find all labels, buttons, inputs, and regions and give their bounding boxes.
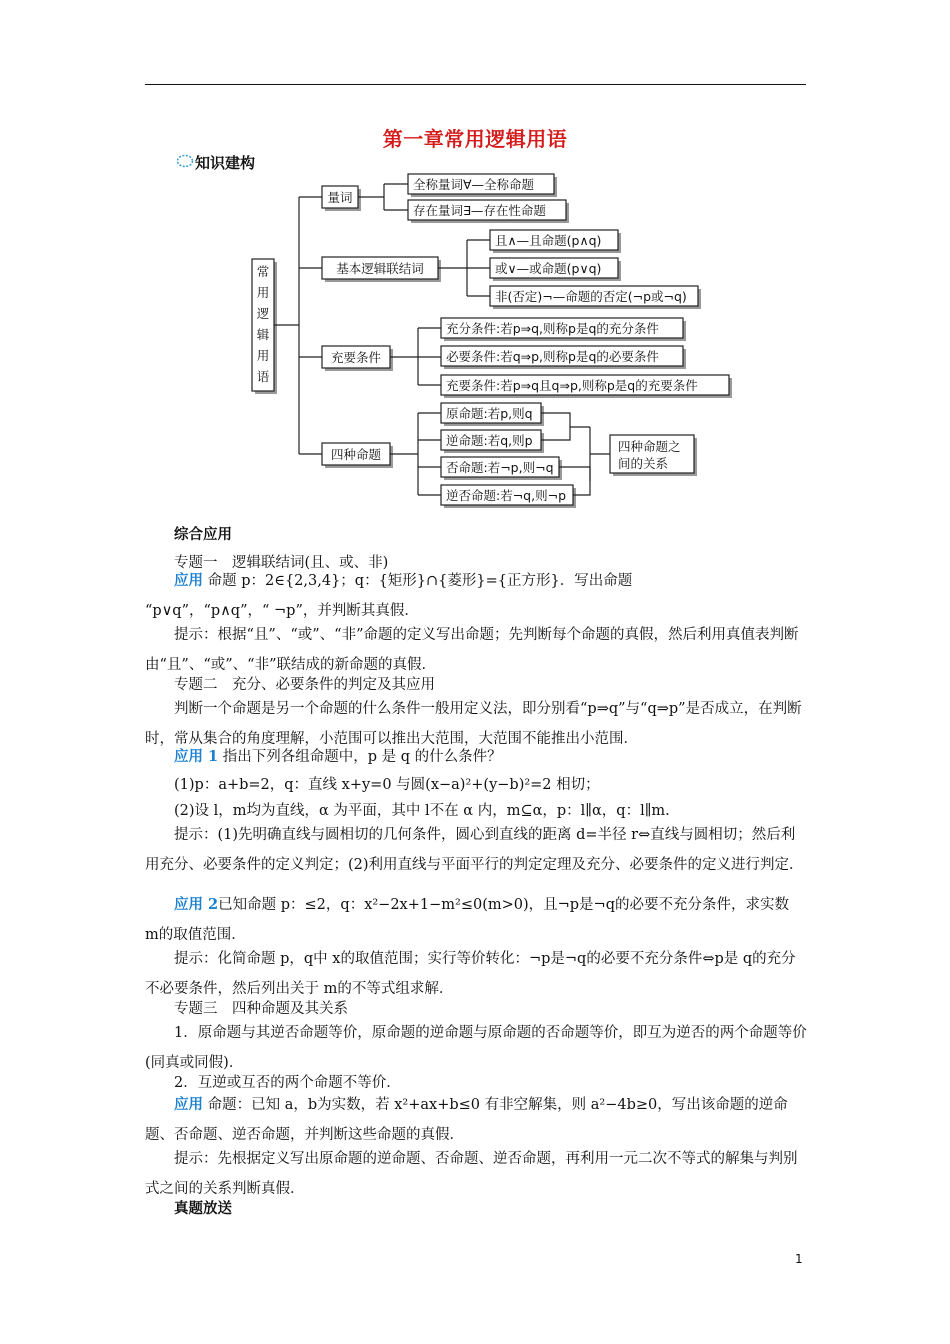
node-conditions: 充要条件 — [330, 350, 382, 365]
node-or: 或∨—或命题(p∨q) — [495, 261, 602, 276]
node-relation-line2: 间的关系 — [618, 456, 669, 471]
node-inverse: 否命题:若¬p,则¬q — [446, 460, 554, 475]
node-necessary: 必要条件:若q⇒p,则称p是q的必要条件 — [446, 349, 659, 364]
root-char-2: 用 — [256, 285, 270, 300]
node-relation-line1: 四种命题之 — [618, 439, 681, 454]
topic2-item1: (1)p：a+b=2，q：直线 x+y=0 与圆(x−a)²+(y−b)²=2 相切； — [174, 777, 600, 793]
root-char-1: 常 — [256, 264, 270, 279]
section-apply: 综合应用 — [174, 526, 232, 543]
node-connectives: 基本逻辑联结词 — [336, 261, 424, 276]
node-quantifier: 量词 — [327, 190, 353, 205]
node-four: 四种命题 — [330, 447, 382, 462]
topic1-app-line1: 应用 命题 p：2∈{2,3,4}；q：{矩形}∩{菱形}={正方形}．写出命题 — [174, 572, 633, 589]
knowledge-diagram — [0, 0, 950, 520]
root-char-4: 辑 — [256, 327, 270, 342]
app3-badge: 应用 — [174, 1096, 203, 1113]
section-real: 真题放送 — [174, 1200, 232, 1217]
topic3-point2: 2．互逆或互否的两个命题不等价． — [174, 1075, 401, 1091]
root-char-6: 语 — [256, 369, 270, 384]
topic3-app: 应用 命题：已知 a，b为实数，若 x²+ax+b≤0 有非空解集，则 a²−4b≥0，写出该命题的逆命题、否命题、逆否命题，并判断这些命题的真假． — [145, 1096, 788, 1143]
root-char-5: 用 — [256, 348, 270, 363]
node-universal: 全称量词∀—全称命题 — [413, 177, 535, 192]
node-and: 且∧—且命题(p∧q) — [495, 233, 602, 248]
node-converse: 逆命题:若q,则p — [446, 433, 533, 448]
topic2-heading: 专题二 充分、必要条件的判定及其应用 — [174, 677, 435, 693]
topic1-app-line2: “p∨q”，“p∧q”，“ ¬p”，并判断其真假． — [145, 603, 419, 619]
node-iff: 充要条件:若p⇒q且q⇒p,则称p是q的充要条件 — [446, 378, 698, 393]
topic2-text: 判断一个命题是另一个命题的什么条件一般用定义法，即分别看“p⇒q”与“q⇒p”是否成立，在判断时，常从集合的角度理解，小范围可以推出大范围，大范围不能推出小范围． — [145, 701, 802, 747]
node-contrapositive: 逆否命题:若¬q,则¬p — [446, 488, 567, 503]
node-not: 非(否定)¬—命题的否定(¬p或¬q) — [495, 289, 687, 304]
topic2-item2: (2)设 l，m均为直线，α 为平面，其中 l不在 α 内，m⊆α，p：l∥α，q：l∥m. — [174, 803, 670, 819]
knowledge-heading: 知识建构 — [195, 154, 256, 172]
node-sufficient: 充分条件:若p⇒q,则称p是q的充分条件 — [446, 321, 659, 336]
node-original: 原命题:若p,则q — [446, 406, 533, 421]
topic2-app2: 应用 2已知命题 p：≤2，q：x²−2x+1−m²≤0(m>0)，且¬p是¬q的必要不充分条件，求实数 m的取值范围． — [145, 896, 794, 943]
app1-badge: 应用 1 — [174, 748, 219, 765]
topic2-app1: 应用 1 指出下列各组命题中，p 是 q 的什么条件？ — [174, 748, 502, 765]
topic1-hint: 提示：根据“且”、“或”、“非”命题的定义写出命题；先判断每个命题的真假，然后利用真值表判断由“且”、“或”、“非”联结成的新命题的真假． — [145, 627, 799, 673]
page-number: 1 — [795, 1252, 803, 1266]
node-existential: 存在量词∃—存在性命题 — [413, 203, 546, 218]
app-badge: 应用 — [174, 572, 203, 589]
root-char-3: 逻 — [256, 306, 270, 321]
topic3-hint: 提示：先根据定义写出原命题的逆命题、否命题、逆否命题，再利用一元二次不等式的解集与判别式之间的关系判断真假． — [145, 1151, 798, 1197]
topic2-hint2: 提示：化简命题 p，q中 x的取值范围；实行等价转化：¬p是¬q的必要不充分条件⇔p是 q的充分不必要条件，然后列出关于 m的不等式组求解． — [145, 951, 796, 997]
app2-badge: 应用 2 — [174, 896, 219, 913]
topic1-heading: 专题一 逻辑联结词(且、或、非) — [174, 555, 389, 571]
topic3-point1: 1．原命题与其逆否命题等价，原命题的逆命题与原命题的否命题等价，即互为逆否的两个命题等价(同真或同假)． — [145, 1025, 807, 1071]
topic2-hint1: 提示：(1)先明确直线与圆相切的几何条件，圆心到直线的距离 d=半径 r⇔直线与圆相切；然后利用充分、必要条件的定义判定；(2)利用直线与平面平行的判定定理及充分、必要条件的定义进行判定． — [145, 827, 804, 873]
chapter-title: 第一章常用逻辑用语 — [382, 127, 568, 151]
topic3-heading: 专题三 四种命题及其关系 — [174, 1001, 348, 1017]
